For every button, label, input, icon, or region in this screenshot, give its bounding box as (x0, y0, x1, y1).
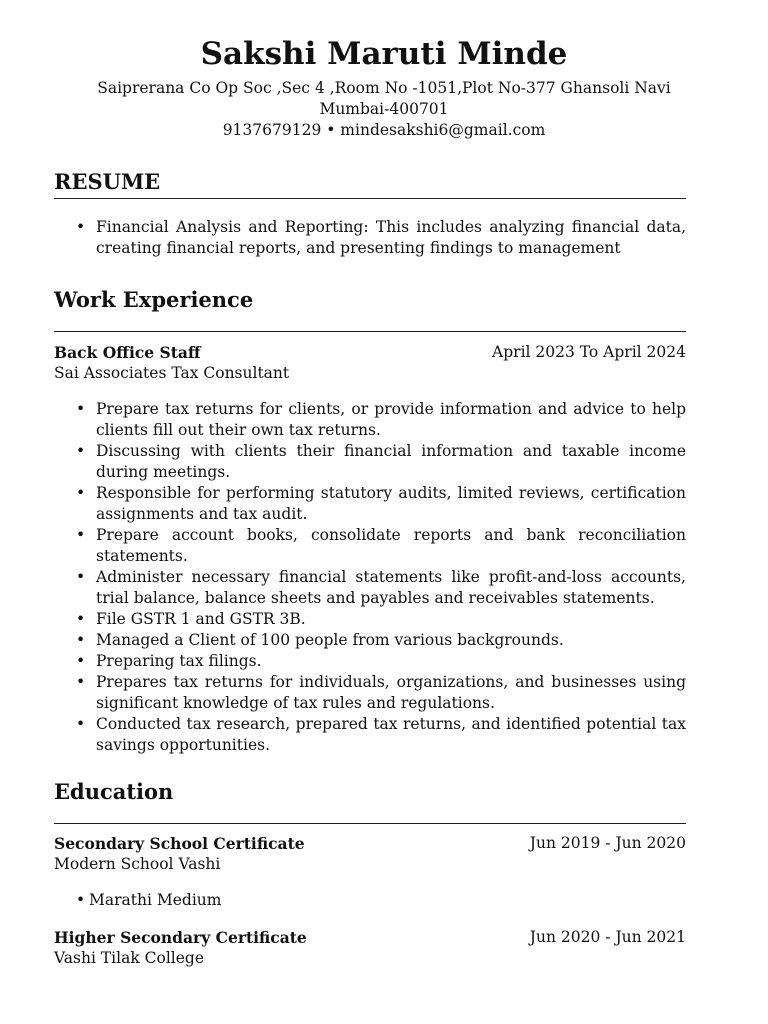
section-title-work-experience: Work Experience (54, 287, 254, 312)
education-dates: Jun 2019 - Jun 2020 (529, 834, 686, 852)
job-bullet: • Managed a Client of 100 people from various backgrounds. (54, 630, 686, 651)
job-bullet: • File GSTR 1 and GSTR 3B. (54, 609, 686, 630)
job-bullet-list (54, 399, 686, 756)
job-role: Back Office Staff (54, 343, 201, 362)
job-bullet: • Preparing tax filings. (54, 651, 686, 672)
job-bullet: • Prepare account books, consolidate reports and bank reconciliation statements. (54, 525, 686, 567)
section-title-education: Education (54, 779, 174, 804)
job-company: Sai Associates Tax Consultant (54, 364, 290, 382)
address-line-2: Mumbai-400701 (319, 100, 449, 118)
education-degree: Secondary School Certificate (54, 834, 305, 853)
education-degree: Higher Secondary Certificate (54, 928, 307, 947)
resume-bullet-list (54, 217, 686, 259)
job-bullet: • Discussing with clients their financial information and taxable income during meetings. (54, 441, 686, 483)
section-divider-resume (54, 198, 686, 199)
phone-email-line: 9137679129 • mindesakshi6@gmail.com (222, 121, 546, 139)
resume-bullet: • Financial Analysis and Reporting: This includes analyzing financial data, creating financial reports, and presenting findings to management (54, 217, 686, 259)
job-bullet: • Responsible for performing statutory audits, limited reviews, certification assignments and tax audit. (54, 483, 686, 525)
candidate-name: Sakshi Maruti Minde (200, 36, 568, 72)
education-school: Modern School Vashi (54, 855, 221, 873)
job-dates: April 2023 To April 2024 (492, 343, 686, 361)
section-title-resume: RESUME (54, 169, 161, 194)
job-bullet: • Prepare tax returns for clients, or provide information and advice to help clients fill out their own tax returns. (54, 399, 686, 441)
section-divider-education (54, 823, 686, 824)
education-dates: Jun 2020 - Jun 2021 (529, 928, 686, 946)
education-bullet: • Marathi Medium (54, 890, 686, 911)
job-bullet: • Prepares tax returns for individuals, organizations, and businesses using significant knowledge of tax rules and regulations. (54, 672, 686, 714)
address-line-1: Saiprerana Co Op Soc ,Sec 4 ,Room No -1051,Plot No-377 Ghansoli Navi (97, 79, 671, 97)
section-divider-work (54, 331, 686, 332)
education-school: Vashi Tilak College (54, 949, 205, 967)
contact-block (54, 78, 714, 141)
job-bullet: • Administer necessary financial statements like profit-and-loss accounts, trial balance, balance sheets and payables and receivables statements. (54, 567, 686, 609)
education-bullet-list (54, 890, 686, 911)
job-bullet: • Conducted tax research, prepared tax returns, and identified potential tax savings opportunities. (54, 714, 686, 756)
